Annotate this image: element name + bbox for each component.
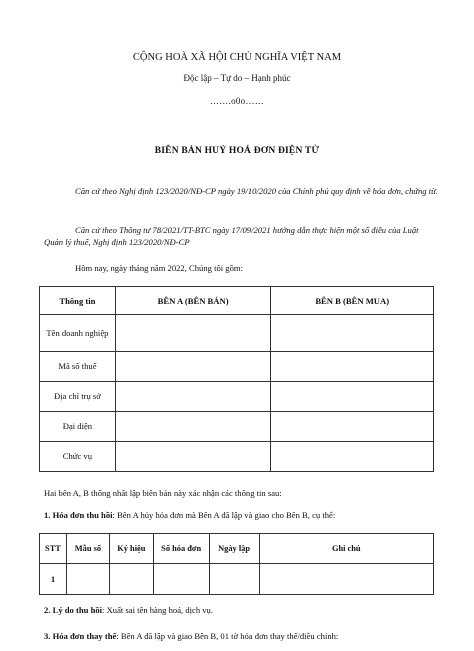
date-cell[interactable] (209, 564, 259, 595)
row-label-representative: Đại diện (40, 412, 116, 442)
party-b-address-cell[interactable] (271, 382, 434, 412)
col-header-date: Ngày lập (209, 534, 259, 564)
party-b-company-name-cell[interactable] (271, 315, 434, 352)
party-b-position-cell[interactable] (271, 442, 434, 472)
party-a-tax-code-cell[interactable] (115, 352, 271, 382)
basis-decree: Căn cứ theo Nghị định 123/2020/NĐ-CP ngày 19/10/2020 của Chính phủ quy định về hóa đơn, chứng từ. (75, 186, 438, 196)
row-label-company-name: Tên doanh nghiệp (40, 315, 116, 352)
row-label-address: Địa chỉ trụ sở (40, 382, 116, 412)
section-revoked-invoice (44, 510, 335, 520)
invoice-number-cell[interactable] (153, 564, 209, 595)
basis-circular: Căn cứ theo Thông tư 78/2021/TT-BTC ngày 17/09/2021 hướng dẫn thực hiện một số điều của Luật Quản lý thuế, Nghị định 123/2020/NĐ-CP (44, 225, 419, 247)
party-a-company-name-cell[interactable] (115, 315, 271, 352)
parties-header-row (40, 287, 434, 315)
row-label-position: Chức vụ (40, 442, 116, 472)
form-cell[interactable] (66, 564, 109, 595)
divider-ornament: …….o0o…… (209, 96, 265, 106)
party-a-representative-cell[interactable] (115, 412, 271, 442)
section-1-label: 1. Hóa đơn thu hồi (44, 510, 113, 520)
note-cell[interactable] (259, 564, 433, 595)
col-header-invoice-number: Số hóa đơn (153, 534, 209, 564)
table-row (40, 352, 434, 382)
table-row (40, 564, 434, 595)
row-number-cell: 1 (40, 564, 67, 595)
section-2-label: 2. Lý do thu hồi (44, 605, 103, 615)
col-header-no: STT (40, 534, 67, 564)
parties-table (39, 286, 434, 472)
motto: Độc lập – Tự do – Hạnh phúc (183, 73, 291, 83)
section-1-text: : Bên A hủy hóa đơn mà Bên A đã lập và giao cho Bên B, cụ thể: (112, 510, 336, 520)
meeting-date-line: Hôm nay, ngày tháng năm 2022, Chúng tôi gồm: (75, 263, 243, 273)
table-row (40, 442, 434, 472)
symbol-cell[interactable] (109, 564, 153, 595)
agreement-statement: Hai bên A, B thống nhất lập biên bản này xác nhận các thông tin sau: (44, 488, 282, 498)
party-b-tax-code-cell[interactable] (271, 352, 434, 382)
table-row (40, 315, 434, 352)
section-3-label: 3. Hóa đơn thay thế (44, 631, 117, 641)
party-a-position-cell[interactable] (115, 442, 271, 472)
col-header-form: Mẫu số (66, 534, 109, 564)
table-row (40, 412, 434, 442)
section-3-text: : Bên A đã lập và giao Bên B, 01 tờ hóa đơn thay thế/điều chỉnh: (116, 631, 339, 641)
invoice-table (39, 533, 434, 595)
party-a-address-cell[interactable] (115, 382, 271, 412)
table-row (40, 382, 434, 412)
col-header-party-b: BÊN B (BÊN MUA) (271, 287, 434, 315)
section-replacement-invoice (44, 631, 338, 641)
section-revocation-reason (44, 605, 213, 615)
section-2-text: : Xuất sai tên hàng hoá, dịch vụ. (102, 605, 214, 615)
party-b-representative-cell[interactable] (271, 412, 434, 442)
col-header-party-a: BÊN A (BÊN BÁN) (115, 287, 271, 315)
col-header-info: Thông tin (40, 287, 116, 315)
invoice-header-row (40, 534, 434, 564)
col-header-note: Ghi chú (259, 534, 433, 564)
col-header-symbol: Ký hiệu (109, 534, 153, 564)
document-title: BIÊN BẢN HUỶ HOÁ ĐƠN ĐIỆN TỬ (154, 146, 320, 156)
nation-heading: CỘNG HOÀ XÃ HỘI CHỦ NGHĨA VIỆT NAM (132, 52, 342, 63)
row-label-tax-code: Mã số thuế (40, 352, 116, 382)
